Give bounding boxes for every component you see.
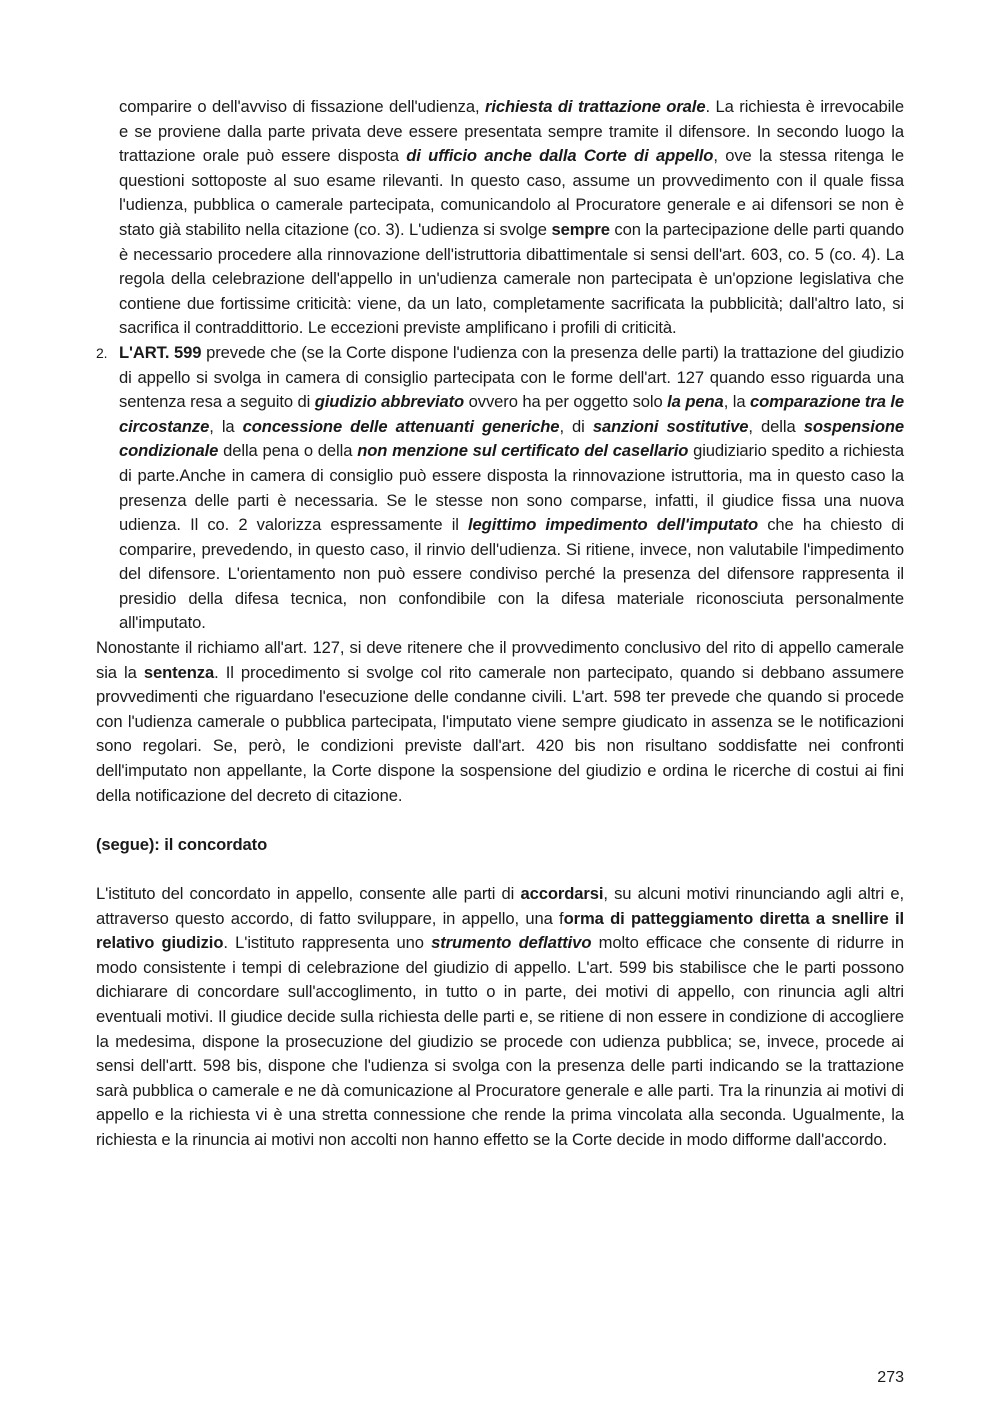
body-paragraph: Nonostante il richiamo all'art. 127, si deve ritenere che il provvedimento conclusivo del rito di appello camerale sia la sentenza. Il procedimento si svolge col rito camerale non partecipato, quando si debbano assumere provvedimenti che riguardano l'esecuzione delle condanne civili. L'art. 598 ter prevede che quando si procede con l'udienza camerale o pubblica partecipata, l'imputato viene sempre giudicato in assenza se le notificazioni sono regolari. Se, però, le condizioni previste dall'art. 420 bis non risultano soddisfatte nei confronti dell'imputato non appellante, la Corte dispone la sospensione del giudizio e ordina le ricerche di costui ai fini della notificazione del decreto di citazione. xyxy=(96,638,905,805)
document-page xyxy=(96,95,904,1153)
list-item-1-continuation: comparire o dell'avviso di fissazione dell'udienza, richiesta di trattazione orale. La richiesta è irrevocabile e se proviene dalla parte privata deve essere presentata sempre tramite il difensore. In secondo luogo la trattazione orale può essere disposta di ufficio anche dalla Corte di appello, ove la stessa ritenga le questioni sottoposte al suo esame rilevanti. In questo caso, assume un provvedimento con il quale fissa l'udienza, pubblica o camerale partecipata, comunicandolo al Procuratore generale e ai difensori se non è stato già stabilito nella citazione (co. 3). L'udienza si svolge sempre con la partecipazione delle parti quando è necessario procedere alla rinnovazione dell'istruttoria dibattimentale si sensi dell'art. 603, co. 5 (co. 4). La regola della celebrazione dell'appello in un'udienza camerale non partecipata è un'opzione legislativa che contiene due fortissime criticità: viene, da un lato, completamente sacrificata la pubblicità; dall'altro lato, si sacrifica il contraddittorio. Le eccezioni previste amplificano i profili di criticità. xyxy=(119,97,904,338)
page-number: 273 xyxy=(877,1369,904,1386)
concordato-paragraph: L'istituto del concordato in appello, consente alle parti di accordarsi, su alcuni motivi rinunciando agli altri e, attraverso questo accordo, di fatto sviluppare, in appello, una forma di patteggiamento diretta a snellire il relativo giudizio. L'istituto rappresenta uno strumento deflattivo molto efficace che consente di ridurre in modo consistente i tempi di celebrazione del giudizio di appello. L'art. 599 bis stabilisce che le parti possono dichiarare di concordare sull'accoglimento, in tutto o in parte, dei motivi di appello, con rinuncia agli altri eventuali motivi. Il giudice decide sulla richiesta delle parti e, se ritiene di non essere in condizione di accogliere la medesima, dispone la prosecuzione del giudizio se procede con udienza pubblica; se, invece, procede ai sensi dell'artt. 598 bis, dispone che l'udienza si svolga con la presenza delle parti indicando se la trattazione sarà pubblica o camerale e ne dà comunicazione al Procuratore generale e alle parti. Tra la rinunzia ai motivi di appello e la richiesta vi è una stretta connessione che rende la prima vincolata alla seconda. Ugualmente, la richiesta e la rinuncia ai motivi non accolti non hanno effetto se la Corte decide in modo difforme dall'accordo. xyxy=(96,884,905,1149)
section-heading: (segue): il concordato xyxy=(96,834,268,854)
list-number: 2. xyxy=(96,344,108,361)
list-item-2-text: L'ART. 599 prevede che (se la Corte dispone l'udienza con la presenza delle parti) la trattazione del giudizio di appello si svolga in camera di consiglio partecipata con le forme dell'art. 127 quando esso riguarda una sentenza resa a seguito di giudizio abbreviato ovvero ha per oggetto solo la pena, la comparazione tra le circostanze, la concessione delle attenuanti generiche, di sanzioni sostitutive, della sospensione condizionale della pena o della non menzione sul certificato del casellario giudiziario spedito a richiesta di parte.Anche in camera di consiglio può essere disposta la rinnovazione istruttoria, ma in questo caso la presenza delle parti è necessaria. Se le stesse non sono comparse, infatti, il giudice fissa una nuova udienza. Il co. 2 valorizza espressamente il legittimo impedimento dell'imputato che ha chiesto di comparire, prevedendo, in questo caso, il rinvio dell'udienza. Si ritiene, invece, non valutabile l'impedimento del difensore. L'orientamento non può essere condiviso perché la presenza del difensore rappresenta il presidio della difesa tecnica, non confondibile con la difesa materiale riconosciuta personalmente all'imputato. xyxy=(119,342,905,633)
list-item-2 xyxy=(96,341,904,636)
